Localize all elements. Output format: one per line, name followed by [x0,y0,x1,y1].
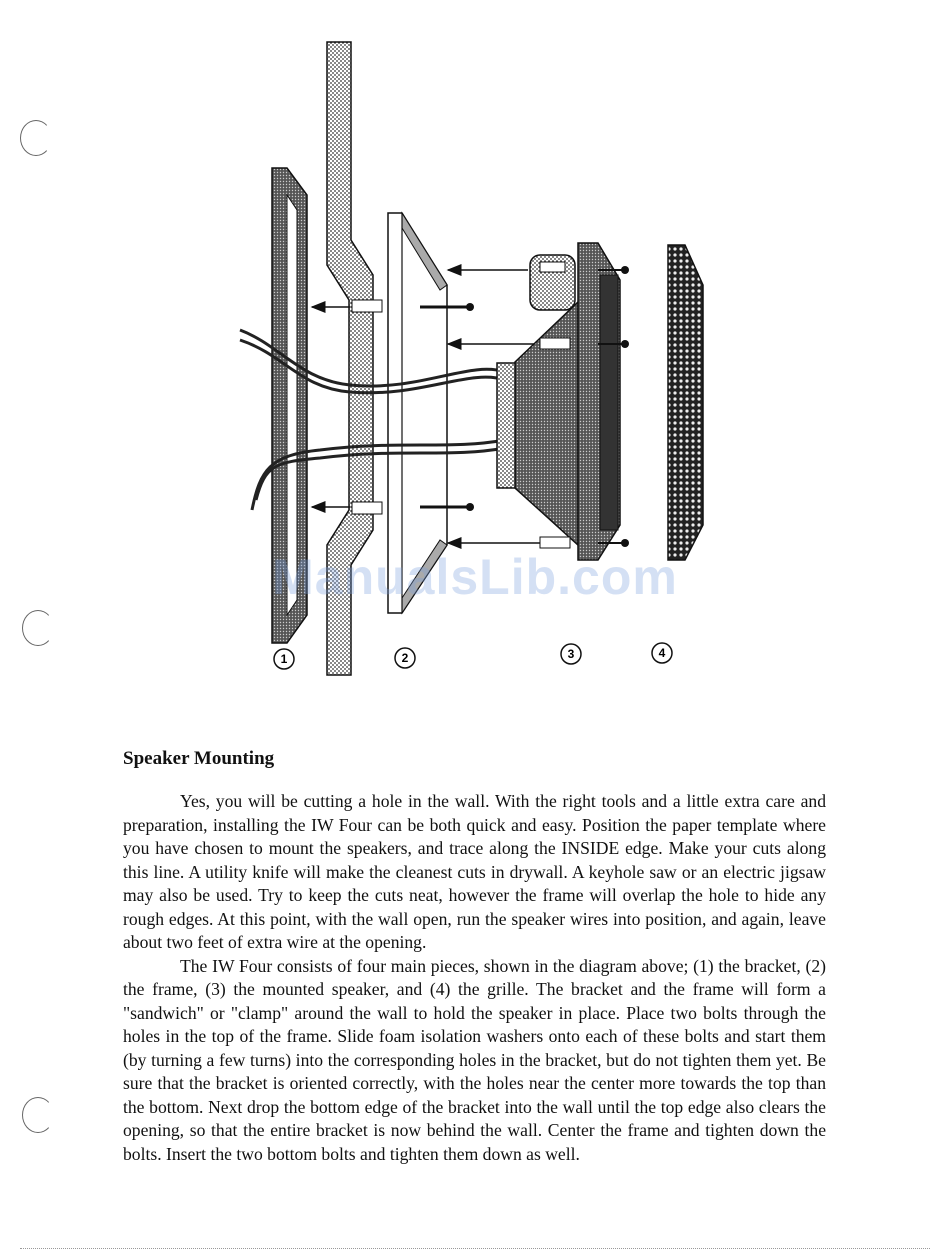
part-label-4 [652,643,672,663]
section-heading: Speaker Mounting [123,748,275,769]
svg-text:2: 2 [401,651,409,665]
svg-text:3: 3 [567,647,575,661]
part-label-2 [395,648,415,668]
watermark: ManualsLib.com [272,549,678,605]
section-body [123,790,826,1166]
mounted-speaker-part [497,243,629,560]
svg-text:1: 1 [280,652,288,666]
footer-rule [20,1248,930,1249]
grille-part [668,245,703,560]
paragraph-2: The IW Four consists of four main pieces, shown in the diagram above; (1) the bracket, (2) the frame, (3) the mounted speaker, and (4) the grille. The bracket and the frame will form a "sandwich" or "clamp" around the wall to hold the speaker in place. Place two bolts through the holes in the top of the frame. Slide foam isolation washers onto each of these bolts and start them (by turning a few turns) into the corresponding holes in the bracket, but do not tighten them yet. Be sure that the bracket is oriented correctly, with the holes near the center more towards the top than the bottom. Next drop the bottom edge of the bracket into the wall until the top edge also clears the opening, so that the entire bracket is now behind the wall. Center the frame and tighten down the bolts. Insert the two bottom bolts and tighten them down as well. [123,955,826,1164]
paragraph-1: Yes, you will be cutting a hole in the wall. With the right tools and a little extra care and preparation, installing the IW Four can be both quick and easy. Position the paper template where you have chosen to mount the speakers, and trace along the INSIDE edge. Make your cuts along this line. A utility knife will make the cleanest cuts in drywall. A keyhole saw or an electric jigsaw may also be used. Try to keep the cuts neat, however the frame will overlap the hole to hide any rough edges. At this point, with the wall open, run the speaker wires into position, and again, leave about two feet of extra wire at the opening. [123,791,826,952]
part-label-1 [274,649,294,669]
part-label-3 [561,644,581,664]
svg-text:4: 4 [658,646,666,660]
binder-hole-bottom [22,1097,54,1133]
